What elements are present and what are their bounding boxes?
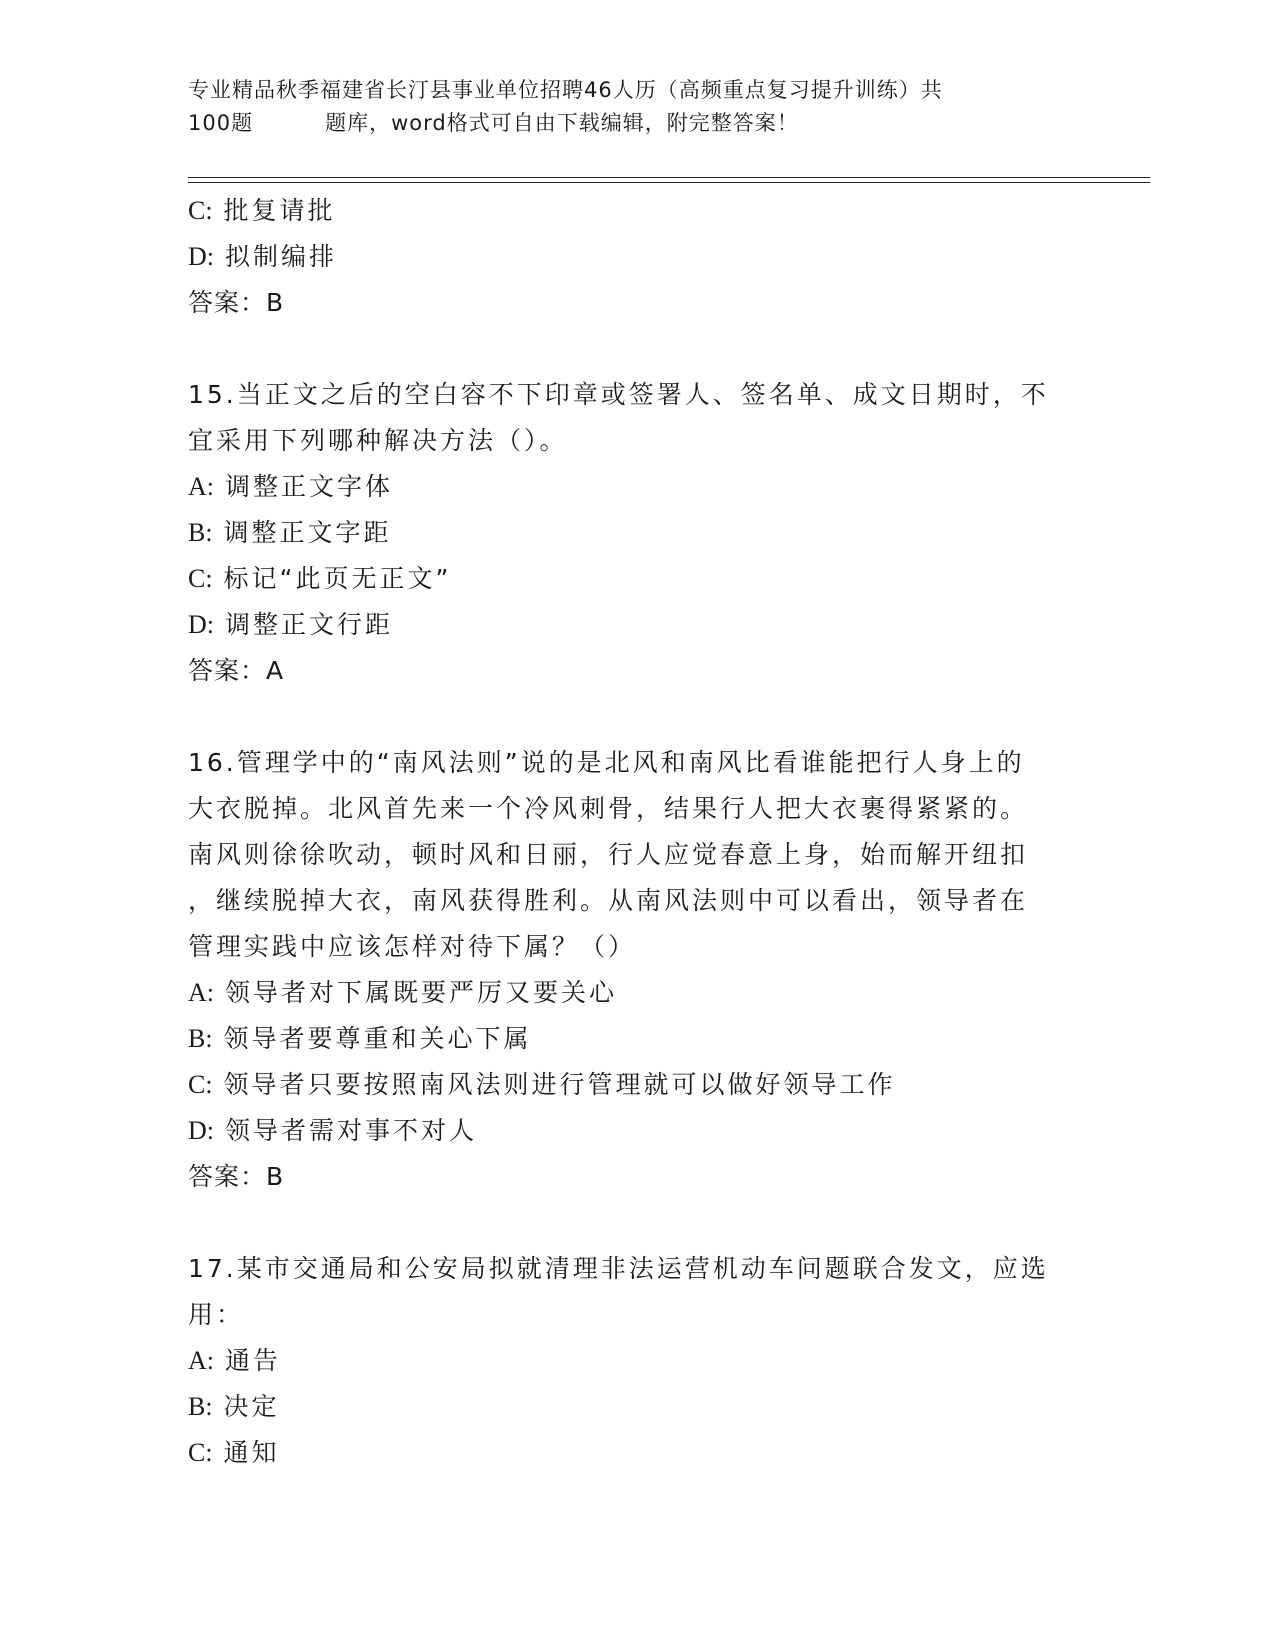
- header-description: 题库，word格式可自由下载编辑，附完整答案！: [325, 111, 799, 135]
- question-text-line: ，继续脱掉大衣，南风获得胜利。从南风法则中可以看出，领导者在: [188, 886, 1029, 915]
- option-text: 通知: [223, 1438, 280, 1467]
- question-text-line: 大衣脱掉。北风首先来一个冷风刺骨，结果行人把大衣裹得紧紧的。: [188, 794, 1029, 823]
- option-line: [188, 1016, 1078, 1062]
- header-line-2: [188, 107, 1148, 140]
- question-text-line: 用：: [188, 1300, 245, 1329]
- option-line: [188, 556, 1078, 602]
- option-line: [188, 1108, 1078, 1154]
- option-text: 批复请批: [223, 196, 336, 225]
- option-text: 领导者只要按照南风法则进行管理就可以做好领导工作: [223, 1070, 896, 1099]
- option-letter: D:: [188, 610, 214, 639]
- option-letter: A:: [188, 978, 214, 1007]
- option-letter: B:: [188, 1024, 213, 1053]
- option-letter: A:: [188, 1346, 214, 1375]
- question-text-line: 17.某市交通局和公安局拟就清理非法运营机动车问题联合发文，应选: [188, 1254, 1049, 1283]
- option-letter: C:: [188, 564, 213, 593]
- question-text-line: 南风则徐徐吹动，顿时风和日丽，行人应觉春意上身，始而解开纽扣: [188, 840, 1029, 869]
- document-header: [188, 74, 1148, 140]
- option-text: 调整正文行距: [224, 610, 393, 639]
- option-line: [188, 1338, 1078, 1384]
- option-line: [188, 970, 1078, 1016]
- option-letter: D:: [188, 242, 214, 271]
- question-text-line: 16.管理学中的“南风法则”说的是北风和南风比看谁能把行人身上的: [188, 748, 1025, 777]
- answer-line: 答案：B: [188, 288, 285, 317]
- question-block-17: [188, 1246, 1078, 1476]
- option-line: [188, 1062, 1078, 1108]
- option-line: [188, 234, 1078, 280]
- option-letter: B:: [188, 1392, 213, 1421]
- header-divider-top: [188, 177, 1150, 178]
- option-line: [188, 1384, 1078, 1430]
- option-text: 调整正文字体: [224, 472, 393, 501]
- question-block-16: [188, 740, 1078, 1200]
- option-line: [188, 602, 1078, 648]
- option-text: 调整正文字距: [223, 518, 392, 547]
- option-text: 标记“此页无正文”: [223, 564, 452, 593]
- option-text: 决定: [223, 1392, 280, 1421]
- question-text-line: 宜采用下列哪种解决方法（）。: [188, 426, 568, 455]
- option-text: 领导者需对事不对人: [224, 1116, 477, 1145]
- option-text: 拟制编排: [224, 242, 337, 271]
- option-letter: C:: [188, 1438, 213, 1467]
- option-line: [188, 510, 1078, 556]
- question-block-15: [188, 372, 1078, 694]
- option-text: 领导者对下属既要严厉又要关心: [224, 978, 617, 1007]
- option-text: 领导者要尊重和关心下属: [223, 1024, 532, 1053]
- answer-line: 答案：A: [188, 656, 285, 685]
- header-divider-bottom: [188, 182, 1150, 183]
- option-letter: C:: [188, 196, 213, 225]
- question-text-line: 管理实践中应该怎样对待下属？（）: [188, 932, 637, 961]
- option-line: [188, 464, 1078, 510]
- header-question-count: 100题: [188, 111, 254, 135]
- option-letter: C:: [188, 1070, 213, 1099]
- option-line: [188, 1430, 1078, 1476]
- question-block-14-continued: [188, 188, 1078, 326]
- question-list: [188, 188, 1078, 1476]
- option-letter: B:: [188, 518, 213, 547]
- option-line: [188, 188, 1078, 234]
- option-text: 通告: [224, 1346, 281, 1375]
- option-letter: A:: [188, 472, 214, 501]
- option-letter: D:: [188, 1116, 214, 1145]
- question-text-line: 15.当正文之后的空白容不下印章或签署人、签名单、成文日期时，不: [188, 380, 1049, 409]
- answer-line: 答案：B: [188, 1162, 285, 1191]
- header-line-1: 专业精品秋季福建省长汀县事业单位招聘46人历（高频重点复习提升训练）共: [188, 78, 943, 102]
